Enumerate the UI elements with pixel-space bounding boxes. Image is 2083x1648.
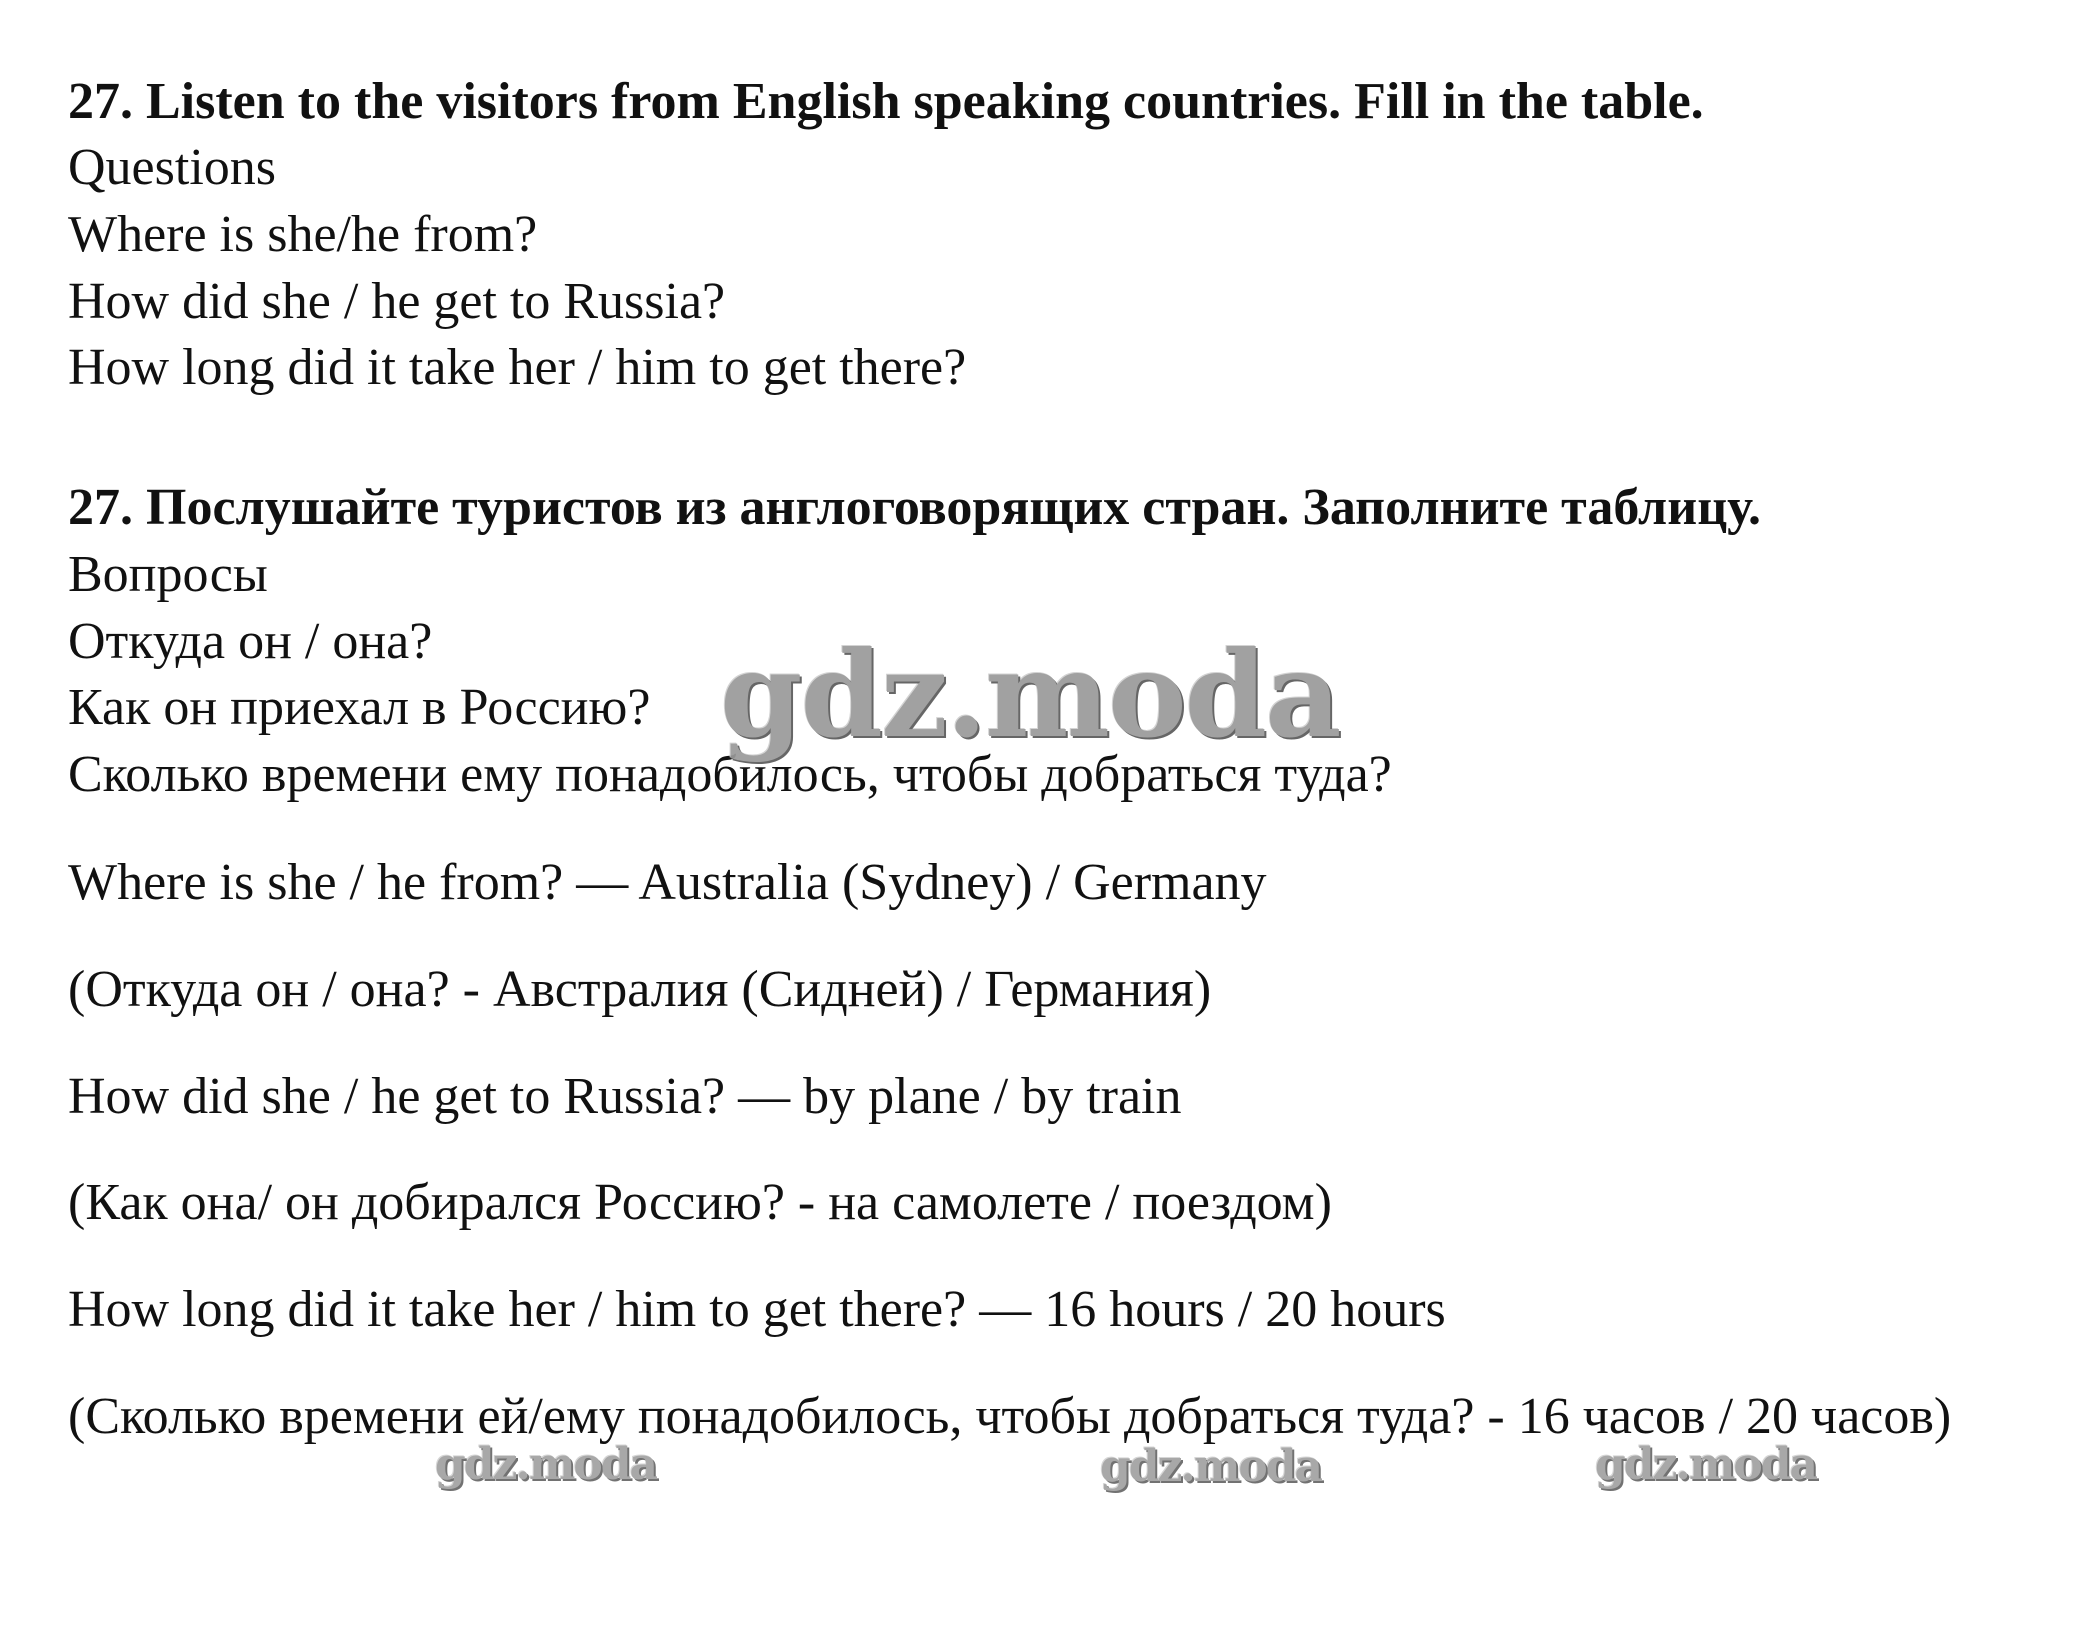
answer-3-russian: (Сколько времени ей/ему понадобилось, чтобы добраться туда? - 16 часов / 20 часов) bbox=[68, 1388, 1952, 1445]
watermark-main: gdz.moda bbox=[720, 625, 1340, 764]
answer-1-russian: (Откуда он / она? - Австралия (Сидней) / Германия) bbox=[68, 961, 1212, 1018]
russian-question-1: Откуда он / она? bbox=[68, 613, 433, 670]
watermark-bottom-right: gdz.moda bbox=[1595, 1439, 1817, 1490]
answer-2-russian: (Как она/ он добирался Россию? - на самолете / поездом) bbox=[68, 1174, 1332, 1231]
answer-1-english: Where is she / he from? — Australia (Sydney) / Germany bbox=[68, 854, 1267, 911]
answer-2-english: How did she / he get to Russia? — by plane / by train bbox=[68, 1068, 1182, 1125]
answer-3-english: How long did it take her / him to get there? — 16 hours / 20 hours bbox=[68, 1281, 1446, 1338]
russian-question-3: Сколько времени ему понадобилось, чтобы добраться туда? bbox=[68, 746, 1392, 803]
english-question-1: Where is she/he from? bbox=[68, 206, 538, 263]
russian-heading: 27. Послушайте туристов из англоговорящих стран. Заполните таблицу. bbox=[68, 479, 1761, 536]
russian-question-2: Как он приехал в Россию? bbox=[68, 679, 651, 736]
english-question-3: How long did it take her / him to get there? bbox=[68, 339, 967, 396]
english-questions-label: Questions bbox=[68, 139, 276, 196]
watermark-bottom-center: gdz.moda bbox=[1100, 1441, 1322, 1492]
english-question-2: How did she / he get to Russia? bbox=[68, 273, 726, 330]
watermark-bottom-left: gdz.moda bbox=[435, 1439, 657, 1490]
english-heading: 27. Listen to the visitors from English speaking countries. Fill in the table. bbox=[68, 73, 1704, 130]
russian-questions-label: Вопросы bbox=[68, 546, 268, 603]
